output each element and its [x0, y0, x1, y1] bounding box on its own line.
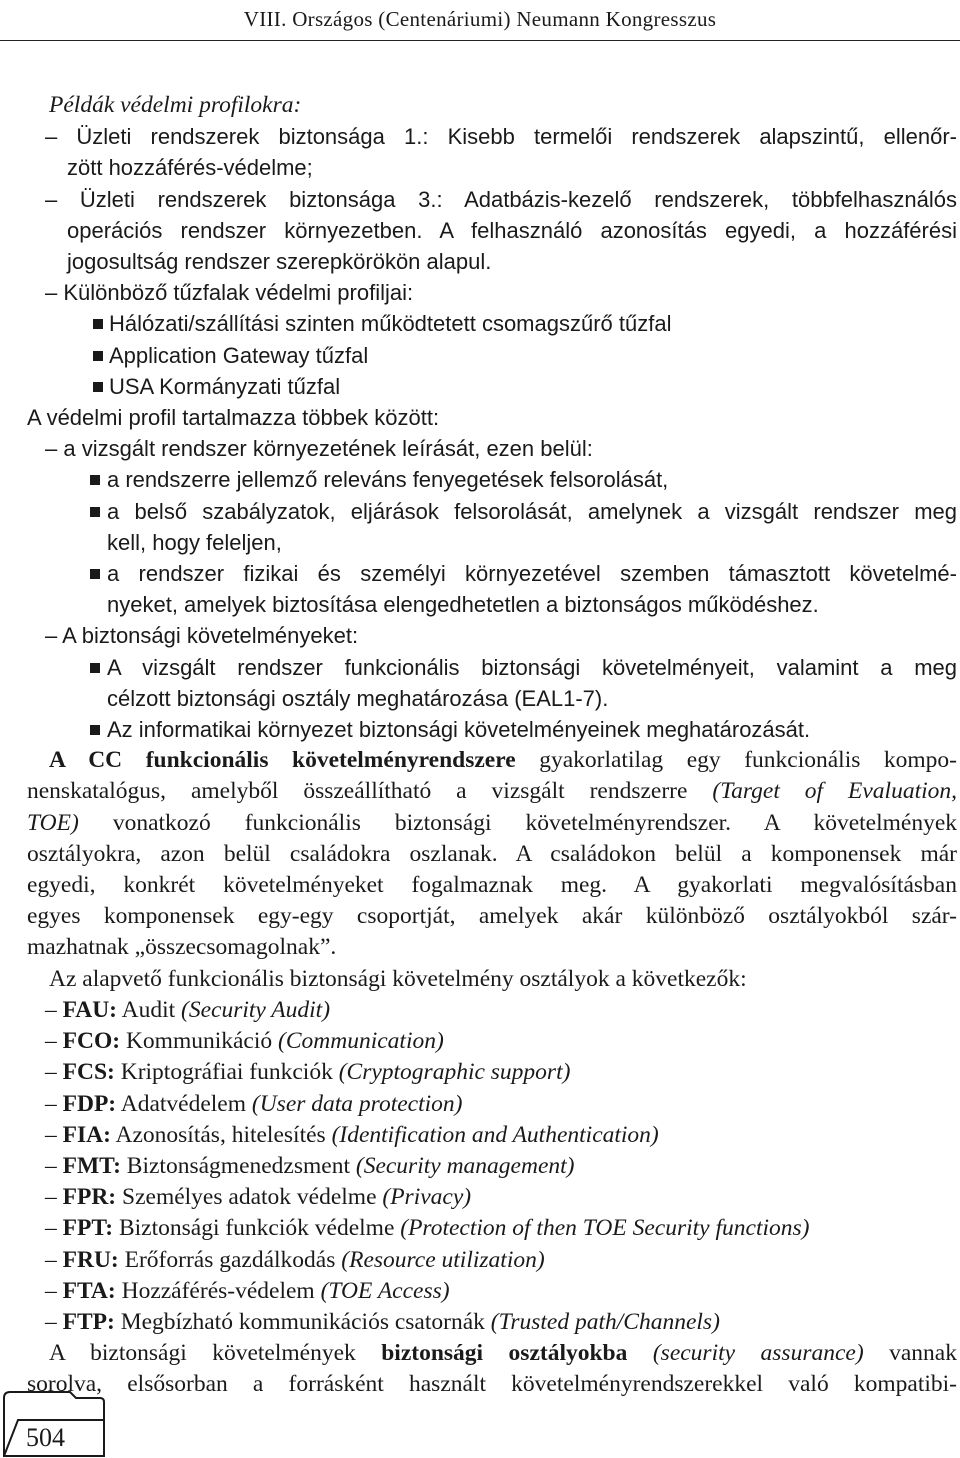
cc-paragraph-line-4: osztályokra, azon belül családokra oszlanak. A családokon belül a komponensek már: [27, 840, 957, 867]
last-paragraph-line-2: sorolva, elsősorban a forrásként használt követelményrendszerekkel való kompatibi-: [27, 1371, 957, 1398]
class-item: – FAU: Audit (Security Audit): [45, 996, 331, 1023]
firewall-item: Hálózati/szállítási szinten működtetett csomagszűrő tűzfal: [27, 308, 957, 339]
environment-subitem-2: a belső szabályzatok, eljárások felsorolását, amelynek a vizsgált rendszer meg: [27, 496, 957, 527]
page-body: [27, 90, 957, 1401]
environment-subitem-3: a rendszer fizikai és személyi környezetével szemben támasztott követelmé-: [27, 558, 957, 589]
example-2-line-3: jogosultság rendszer szerepkörökön alapul.: [67, 249, 492, 275]
last-paragraph-line-1: A biztonsági követelmények biztonsági osztályokba (security assurance) vannak: [49, 1340, 957, 1367]
example-2-line-2: operációs rendszer környezetben. A felhasználó azonosítás egyedi, a hozzáférési: [67, 217, 957, 243]
example-3: – Különböző tűzfalak védelmi profiljai:: [45, 280, 414, 306]
example-1-line-2: zött hozzáférés-védelme;: [67, 155, 313, 181]
class-item: – FIA: Azonosítás, hitelesítés (Identification and Authentication): [45, 1121, 659, 1148]
environment-subitem-2-cont: kell, hogy feleljen,: [107, 529, 282, 555]
environment-subitem-3-cont: nyeket, amelyek biztosítása elengedhetetlen a biztonságos működéshez.: [107, 592, 819, 618]
square-bullet-icon: [93, 319, 103, 329]
class-item: – FRU: Erőforrás gazdálkodás (Resource utilization): [45, 1246, 545, 1273]
requirements-subitem-1-cont: célzott biztonsági osztály meghatározása (EAL1-7).: [107, 685, 609, 711]
cc-paragraph-line-5: egyedi, konkrét követelményeket fogalmaznak meg. A gyakorlati megvalósításban: [27, 872, 957, 899]
cc-paragraph-line-7: mazhatnak „összecsomagolnak”.: [27, 934, 337, 961]
class-list: [27, 995, 957, 1338]
square-bullet-icon: [90, 663, 100, 673]
class-item: – FDP: Adatvédelem (User data protection): [45, 1090, 463, 1117]
requirements-subitem-2: Az informatikai környezet biztonsági követelményeinek meghatározását.: [27, 714, 957, 745]
requirements-subitem-1: A vizsgált rendszer funkcionális biztonsági követelményeit, valamint a meg: [27, 652, 957, 683]
square-bullet-icon: [90, 507, 100, 517]
class-item: – FCO: Kommunikáció (Communication): [45, 1028, 444, 1055]
header-rule: [0, 40, 960, 41]
square-bullet-icon: [90, 569, 100, 579]
class-item: – FCS: Kriptográfiai funkciók (Cryptographic support): [45, 1059, 571, 1086]
firewall-item: USA Kormányzati tűzfal: [27, 371, 957, 402]
class-item: – FMT: Biztonságmenedzsment (Security management): [45, 1152, 575, 1179]
square-bullet-icon: [90, 475, 100, 485]
cc-paragraph-line-1: A CC funkcionális követelményrendszere gyakorlatilag egy funkcionális kompo-: [49, 747, 958, 774]
environment-subitem-1: a rendszerre jellemző releváns fenyegetések felsorolását,: [27, 464, 957, 495]
running-header: VIII. Országos (Centenáriumi) Neumann Kongresszus: [243, 7, 717, 31]
classes-intro: Az alapvető funkcionális biztonsági követelmény osztályok a következők:: [49, 965, 747, 992]
example-2-line-1: – Üzleti rendszerek biztonsága 3.: Adatbázis-kezelő rendszerek, többfelhasználós: [45, 186, 957, 212]
firewall-item: Application Gateway tűzfal: [27, 340, 957, 371]
cc-paragraph-line-6: egyes komponensek egy-egy csoportját, amelyek akár különböző osztályokból szár-: [27, 903, 957, 930]
examples-heading: Példák védelmi profilokra:: [49, 92, 302, 118]
class-item: – FPT: Biztonsági funkciók védelme (Protection of then TOE Security functions): [45, 1215, 810, 1242]
requirements-item: – A biztonsági követelményeket:: [45, 623, 359, 649]
cc-paragraph-line-2: nenskatalógus, amelyből összeállítható a vizsgált rendszerre (Target of Evaluation,: [27, 778, 957, 805]
class-item: – FPR: Személyes adatok védelme (Privacy): [45, 1184, 472, 1211]
class-item: – FTA: Hozzáférés-védelem (TOE Access): [45, 1277, 450, 1304]
environment-item: – a vizsgált rendszer környezetének leírását, ezen belül:: [45, 436, 593, 462]
square-bullet-icon: [90, 725, 100, 735]
page-number: 504: [26, 1423, 65, 1452]
example-1-line-1: – Üzleti rendszerek biztonsága 1.: Kisebb termelői rendszerek alapszintű, ellenőr-: [45, 124, 957, 150]
square-bullet-icon: [93, 351, 103, 361]
cc-paragraph-line-3: TOE) vonatkozó funkcionális biztonsági követelményrendszer. A követelmények: [27, 809, 957, 836]
class-item: – FTP: Megbízható kommunikációs csatornák (Trusted path/Channels): [45, 1308, 720, 1335]
square-bullet-icon: [93, 382, 103, 392]
profile-heading: A védelmi profil tartalmazza többek között:: [27, 405, 440, 431]
